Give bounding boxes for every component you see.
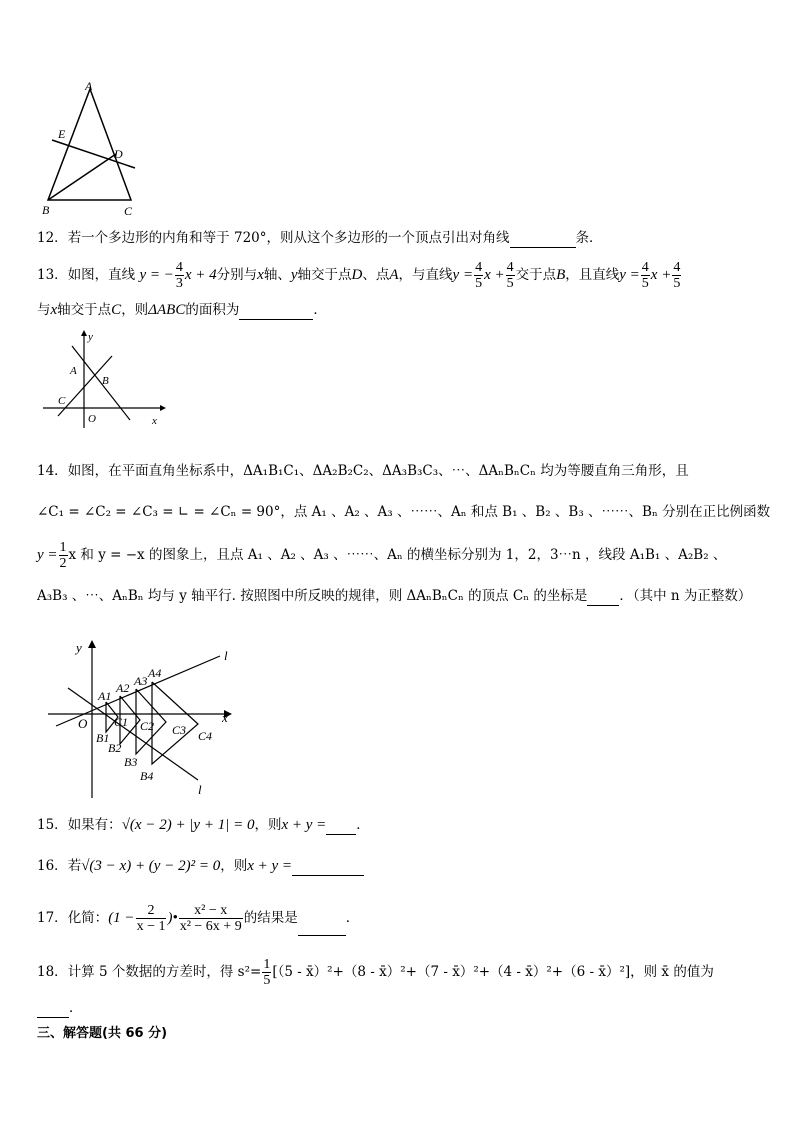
q13-text: ，且直线 [565,267,620,283]
q14-text-1: 如图，在平面直角坐标系中，ΔA₁B₁C₁、ΔA₂B₂C₂、ΔA₃B₃C₃、⋯、ΔAₙBₙCₙ 均为等腰直角三角形，且 [67,463,689,479]
q14-text-2: ∠C₁ = ∠C₂ = ∠C₃ = ∟ = ∠Cₙ = 90°，点 A₁ 、A₂ 、A₃ 、⋯⋯、Aₙ 和点 B₁ 、B₂ 、B₃ 、⋯⋯、Bₙ 分别在正比例函数 [37,504,771,520]
question-14-line-2 [37,502,770,522]
label-a: A [70,365,77,377]
q16-text: 若 [67,858,82,874]
q13-line1-rest: x + 4 [184,267,217,283]
q13-frac-4-3 [175,260,184,291]
q14-number: 14． [37,463,68,479]
label-l-top: l [224,648,228,663]
frac-num: x² − x [179,903,243,919]
q13-text: ，则 [121,302,149,318]
q12-answer-blank[interactable] [510,233,576,248]
q13-figure [38,328,168,428]
q16-number: 16． [37,858,68,874]
frac-den: 3 [175,276,183,291]
segment-bd [48,154,116,200]
line-1 [72,346,130,420]
label-e: E [58,127,66,141]
label-b1: B1 [96,731,110,745]
q15-lhs: x + y = [281,817,327,833]
label-a1: A1 [98,689,112,703]
frac-den: x − 1 [136,919,166,934]
q17-paren-open: (1 − [108,910,135,926]
q14-text-3: x 和 y = −x 的图象上，且点 A₁ 、A₂ 、A₃ 、⋯⋯、Aₙ 的横坐标分别为 1，2，3⋯n ，线段 A₁B₁ 、A₂B₂ 、 [68,547,727,563]
label-b3: B3 [124,755,138,769]
point-d: D [351,267,363,283]
q17-paren-close: )• [167,910,178,926]
q14-text-4: A₃B₃ 、⋯、AₙBₙ 均与 y 轴平行. 按照图中所反映的规律，则 ΔAₙBₙCₙ 的顶点 Cₙ 的坐标是 [37,588,588,604]
q17-text: ． [345,910,360,926]
q14-eq-lhs: y = [37,547,58,563]
q17-frac-1 [136,903,167,934]
frac-den: x² − 6x + 9 [179,919,242,934]
frac-den: 5 [641,276,649,291]
label-b: B [102,375,109,387]
q12-text-end: 条． [575,230,603,246]
q16-lhs: x + y = [247,858,293,874]
label-a3: A3 [134,674,148,688]
frac-den: 5 [506,276,514,291]
q13-text: 如图，直线 [67,267,136,283]
frac-den: 5 [673,276,681,291]
q17-answer-blank[interactable] [298,921,346,936]
q17-text: 的结果是 [243,910,298,926]
q13-line3-mid: x + [650,267,672,283]
label-a: A [85,79,93,93]
label-a2: A2 [116,681,130,695]
question-12 [37,228,603,248]
label-d: D [114,147,123,161]
q13-text: 、点 [362,267,390,283]
question-17 [37,900,359,936]
q16-expression: √(3 − x) + (y − 2)² = 0 [81,858,221,874]
frac-den: 2 [59,556,67,571]
triangle-abc [48,89,131,200]
q14-figure [48,630,248,800]
label-b4: B4 [140,769,154,783]
label-y: y [76,640,82,655]
q13-number: 13． [37,267,68,283]
q13-frac [474,260,483,291]
q13-text: ，与直线 [398,267,453,283]
label-x: x [152,415,157,427]
q15-number: 15． [37,817,68,833]
var-x: x [50,302,58,318]
q13-frac [672,260,681,291]
q18-text: [（5 - x̄）²+（8 - x̄）²+（7 - x̄）²+（4 - x̄）²+（6 - x̄）²]，则 x̄ 的值为 [272,964,714,980]
label-o: O [78,716,88,731]
label-a4: A4 [148,666,162,680]
q18-number: 18． [37,964,68,980]
q17-frac-2 [179,903,243,934]
q13-text: 的面积为 [185,302,240,318]
q13-answer-blank[interactable] [239,305,313,320]
point-a: A [389,267,399,283]
frac-num: 1 [263,957,271,972]
q14-frac-1-2 [59,540,68,571]
q17-text: 化简： [67,910,109,926]
question-15 [37,815,370,835]
q14-text-4b: ．（其中 n 为正整数） [619,588,752,604]
q15-text: 如果有： [67,817,122,833]
var-y: y [290,267,298,283]
q13-frac [641,260,650,291]
q16-text: ，则 [220,858,248,874]
q12-text: 若一个多边形的内角和等于 720°，则从这个多边形的一个顶点引出对角线 [67,230,510,246]
question-16 [37,856,364,876]
label-b: B [42,203,50,217]
question-14-line-1 [37,461,689,481]
q14-answer-blank[interactable] [587,591,619,606]
question-14-line-4 [37,586,751,606]
q13-line2-mid: x + [484,267,505,283]
q13-line2-lhs: y = [452,267,474,283]
label-c4: C4 [198,729,213,743]
q15-answer-blank[interactable] [326,820,356,835]
label-c: C [124,204,133,218]
q13-text: 轴交于点 [297,267,352,283]
frac-num: 4 [175,260,183,275]
q15-text: ． [356,817,370,833]
label-c3: C3 [172,723,187,737]
triangle-figure [38,78,138,218]
label-o: O [88,413,96,425]
q13-text: 轴、 [263,267,291,283]
question-18 [37,955,714,989]
q18-answer-blank[interactable] [37,1003,69,1018]
triangle-abc-text: ΔABC [148,302,186,318]
q12-number: 12． [37,230,68,246]
frac-num: 4 [641,260,649,275]
label-c: C [58,395,66,407]
q13-line3-lhs: y = [619,267,640,283]
q13-text: ． [313,302,327,318]
label-l-bottom: l [198,782,202,797]
frac-num: 4 [475,260,483,275]
label-c2: C2 [140,719,155,733]
point-c: C [111,302,122,318]
label-x: x [222,710,228,725]
q16-answer-blank[interactable] [292,861,364,876]
q18-text: 计算 5 个数据的方差时，得 s²= [67,964,262,980]
frac-num: 4 [506,260,514,275]
frac-den: 5 [263,973,271,988]
q15-text: ，则 [254,817,282,833]
y-axis-arrow [88,640,96,648]
label-y: y [88,331,93,343]
q13-line1-lhs: y = − [139,267,174,283]
x-axis-arrow [160,405,166,411]
frac-den: 5 [475,276,483,291]
q18-frac [262,957,271,988]
label-b2: B2 [108,741,122,755]
q13-text: 与 [37,302,51,318]
frac-num: 4 [673,260,681,275]
q15-expression: √(x − 2) + |y + 1| = 0 [121,817,255,833]
question-18-line-2 [37,998,83,1018]
frac-num: 2 [136,903,167,919]
label-c1: C1 [114,715,129,729]
q13-text: 分别与 [216,267,258,283]
question-14-line-3 [37,538,726,572]
frac-num: 1 [59,540,67,555]
q17-number: 17． [37,910,68,926]
section-3-heading: 三、解答题(共 66 分) [37,1026,168,1041]
question-13-line-1 [37,258,682,292]
q13-text: 交于点 [515,267,557,283]
q13-frac [506,260,515,291]
question-13-line-2 [37,300,327,320]
q13-text: 轴交于点 [57,302,112,318]
y-axis-arrow [81,330,87,336]
var-x: x [257,267,264,283]
q18-text: ． [69,1000,83,1016]
point-b: B [556,267,566,283]
